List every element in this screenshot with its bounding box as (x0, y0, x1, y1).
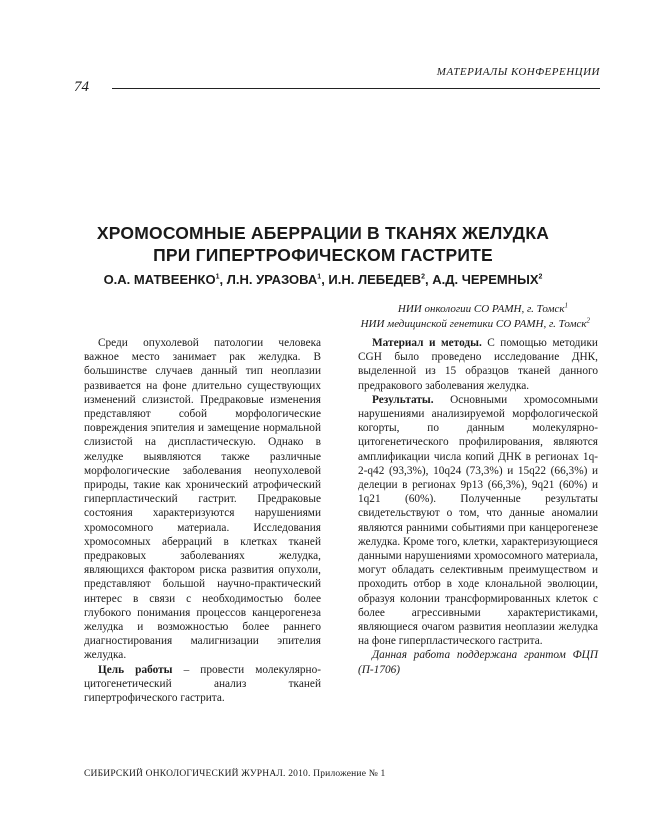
results-paragraph (358, 393, 598, 649)
methods-label: Материал и методы. (372, 337, 482, 349)
author-name: Л.Н. УРАЗОВА (226, 272, 318, 287)
author-list: О.А. МАТВЕЕНКО$^1$, Л.Н. УРАЗОВА$^1$, И.Н. ЛЕБЕДЕВ$^2$, А.Д. ЧЕРЕМНЫХ$^2$ (103, 272, 543, 287)
page-number: 74 (74, 79, 89, 95)
header-divider (112, 88, 600, 89)
affiliation-1 (60, 302, 590, 317)
article-title (60, 222, 586, 266)
running-header: МАТЕРИАЛЫ КОНФЕРЕНЦИИ (436, 66, 600, 78)
author-affil-mark: 1 (317, 273, 322, 281)
left-column (84, 336, 321, 705)
affiliations (60, 302, 590, 332)
journal-footer: СИБИРСКИЙ ОНКОЛОГИЧЕСКИЙ ЖУРНАЛ. 2010. Приложение № 1 (84, 769, 386, 779)
affiliation-2 (60, 317, 590, 332)
affiliation-mark: 1 (564, 301, 568, 310)
right-column (358, 336, 598, 677)
author-affil-mark: 2 (538, 273, 543, 281)
article-title-line-1: ХРОМОСОМНЫЕ АБЕРРАЦИИ В ТКАНЯХ ЖЕЛУДКА (96, 223, 550, 243)
author-name: О.А. МАТВЕЕНКО (103, 272, 216, 287)
aim-paragraph (84, 663, 321, 706)
article-title-line-2: ПРИ ГИПЕРТРОФИЧЕСКОМ ГАСТРИТЕ (153, 245, 493, 265)
affiliation-text: НИИ онкологии СО РАМН, г. Томск (397, 303, 565, 315)
affiliation-mark: 2 (586, 316, 590, 325)
author-name: А.Д. ЧЕРЕМНЫХ (432, 272, 539, 287)
results-label: Результаты. (372, 393, 434, 406)
aim-label: Цель работы (98, 663, 173, 676)
author-affil-mark: 1 (215, 273, 220, 281)
intro-paragraph: Среди опухолевой патологии человека важное место занимает рак желудка. В большинстве случаев данный тип неоплазии развивается на фоне длительно существующих изменений слизистой. Предраковые изменения представляют собой морфологические повреждения эпителия и замещение нормальной слизистой на диспластическую. Однако в желудке выявляются также различные морфологические заболевания неопухолевой природы, такие как хронический атрофический гиперпластический гастрит. Предраковые состояния характеризуются нарушениями хромосомного материала. Исследования хромосомных аберраций в клетках тканей предраковых заболеваниях желудка, являющихся фактором риска развития опухоли, представляют большой научно-практический интерес в связи с необходимостью более глубокого понимания процессов канцерогенеза желудка и возможностью более раннего диагностирования малигнизации эпителия желудка. (84, 337, 321, 662)
grant-acknowledgement: Данная работа поддержана грантом ФЦП (П-1706) (358, 649, 598, 676)
author-affil-mark: 2 (421, 273, 426, 281)
results-text: Основными хромосомными нарушениями анализируемой морфологической когорты, по данным молекулярно-цитогенетического профилирования, являются амплификации числа копий ДНК в регионах 1q-2-q42 (93,3%), 10q24 (73,3%) и 15q22 (66,3%) и делеции в регионах 9p13 (66,3%), 9q21 (60%) и 1q21 (60%). Полученные результаты свидетельствуют о том, что данные аномалии являются ранними событиями при канцерогенезе желудка. Кроме того, клетки, характеризующиеся данными нарушениями хромосомного материала, могут обладать селективным преимуществом и проходить отбор в ходе клональной эволюции, образуя колонии трансформированных клеток с более агрессивными характеристиками, являющиеся очагом развития неоплазии желудка на фоне гиперпластического гастрита. (358, 393, 598, 648)
methods-text: С помощью методики CGH было проведено исследование ДНК, выделенной из 15 образцов тканей данного предракового заболевания желудка. (358, 337, 598, 392)
methods-paragraph (358, 336, 598, 393)
affiliation-text: НИИ медицинской генетики СО РАМН, г. Томск (360, 318, 587, 330)
aim-text: – провести молекулярно-цитогенетический анализ тканей гипертрофического гастрита. (84, 663, 321, 705)
author-name: И.Н. ЛЕБЕДЕВ (328, 272, 422, 287)
